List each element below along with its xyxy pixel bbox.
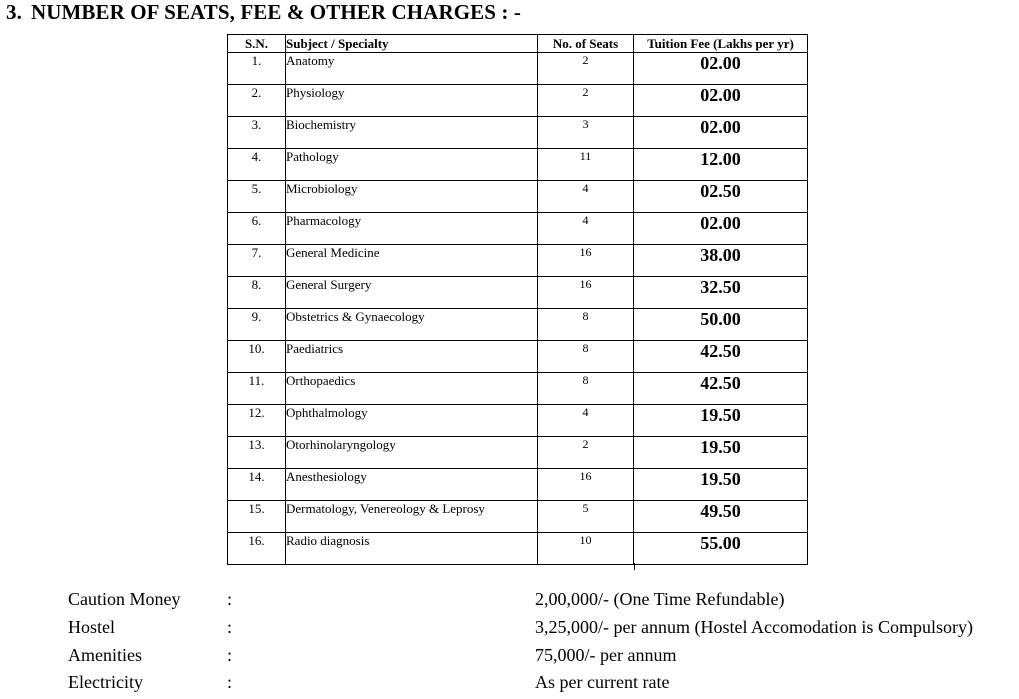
cell-subject: General Surgery	[286, 277, 538, 309]
charge-value: 75,000/- per annum	[535, 645, 677, 665]
charge-value: 2,00,000/- (One Time Refundable)	[535, 589, 785, 609]
cell-seats: 2	[538, 437, 634, 469]
cell-seats: 4	[538, 405, 634, 437]
cell-subject: Orthopaedics	[286, 373, 538, 405]
charge-colon: :	[227, 589, 233, 609]
charge-value: As per current rate	[535, 672, 670, 692]
cell-sn: 8.	[228, 277, 286, 309]
cell-sn: 12.	[228, 405, 286, 437]
charge-label: Amenities	[68, 645, 142, 665]
cell-fee: 32.50	[634, 277, 808, 309]
cell-seats: 8	[538, 309, 634, 341]
charge-colon: :	[227, 672, 233, 692]
cell-subject: Biochemistry	[286, 117, 538, 149]
cell-seats: 4	[538, 181, 634, 213]
cell-seats: 8	[538, 373, 634, 405]
charge-label: Caution Money	[68, 589, 181, 609]
charge-colon: :	[227, 645, 233, 665]
cell-fee: 42.50	[634, 341, 808, 373]
cell-sn: 5.	[228, 181, 286, 213]
cell-subject: Ophthalmology	[286, 405, 538, 437]
cell-fee: 02.00	[634, 53, 808, 85]
table-header-row	[228, 35, 808, 53]
cell-fee: 02.00	[634, 85, 808, 117]
cell-subject: Radio diagnosis	[286, 533, 538, 565]
header-sn: S.N.	[228, 35, 286, 53]
cell-sn: 11.	[228, 373, 286, 405]
cell-fee: 19.50	[634, 437, 808, 469]
cell-subject: Obstetrics & Gynaecology	[286, 309, 538, 341]
cell-sn: 3.	[228, 117, 286, 149]
cell-subject: Otorhinolaryngology	[286, 437, 538, 469]
cell-fee: 12.00	[634, 149, 808, 181]
table-row	[228, 277, 808, 309]
charge-label: Hostel	[68, 617, 115, 637]
table-row	[228, 53, 808, 85]
charge-label: Electricity	[68, 672, 143, 692]
table-row	[228, 149, 808, 181]
cell-fee: 02.50	[634, 181, 808, 213]
table-row	[228, 405, 808, 437]
table-row	[228, 373, 808, 405]
table-row	[228, 341, 808, 373]
cell-seats: 16	[538, 245, 634, 277]
charge-value: 3,25,000/- per annum (Hostel Accomodation is Compulsory)	[535, 617, 973, 637]
cell-sn: 14.	[228, 469, 286, 501]
cell-fee: 38.00	[634, 245, 808, 277]
cell-sn: 16.	[228, 533, 286, 565]
cell-sn: 9.	[228, 309, 286, 341]
cell-fee: 49.50	[634, 501, 808, 533]
charge-colon: :	[227, 617, 233, 637]
table-row	[228, 309, 808, 341]
table-row	[228, 245, 808, 277]
cell-seats: 2	[538, 53, 634, 85]
table-row	[228, 437, 808, 469]
table-row	[228, 213, 808, 245]
cell-subject: Microbiology	[286, 181, 538, 213]
section-number: 3.	[6, 0, 22, 24]
cell-subject: General Medicine	[286, 245, 538, 277]
cell-seats: 3	[538, 117, 634, 149]
cell-seats: 2	[538, 85, 634, 117]
cell-subject: Paediatrics	[286, 341, 538, 373]
cell-sn: 13.	[228, 437, 286, 469]
cell-fee: 55.00	[634, 533, 808, 565]
cell-fee: 02.00	[634, 213, 808, 245]
header-subject: Subject / Specialty	[286, 35, 538, 53]
cell-fee: 02.00	[634, 117, 808, 149]
table-row	[228, 117, 808, 149]
table-row	[228, 181, 808, 213]
section-heading	[6, 0, 521, 25]
cell-sn: 15.	[228, 501, 286, 533]
table-row	[228, 533, 808, 565]
cell-subject: Anatomy	[286, 53, 538, 85]
cell-fee: 42.50	[634, 373, 808, 405]
cell-subject: Physiology	[286, 85, 538, 117]
charge-row	[0, 669, 1019, 697]
other-charges	[0, 586, 1019, 699]
cell-sn: 2.	[228, 85, 286, 117]
cell-subject: Dermatology, Venereology & Leprosy	[286, 501, 538, 533]
cell-fee: 50.00	[634, 309, 808, 341]
cell-sn: 10.	[228, 341, 286, 373]
table-row	[228, 501, 808, 533]
cell-subject: Pathology	[286, 149, 538, 181]
cell-seats: 16	[538, 469, 634, 501]
cell-subject: Pharmacology	[286, 213, 538, 245]
seats-fee-table	[227, 34, 808, 565]
cell-fee: 19.50	[634, 405, 808, 437]
cell-subject: Anesthesiology	[286, 469, 538, 501]
cell-seats: 10	[538, 533, 634, 565]
header-seats: No. of Seats	[538, 35, 634, 53]
section-title: NUMBER OF SEATS, FEE & OTHER CHARGES : -	[30, 0, 521, 24]
cell-seats: 8	[538, 341, 634, 373]
charge-row	[0, 614, 1019, 642]
cell-sn: 1.	[228, 53, 286, 85]
cell-seats: 16	[538, 277, 634, 309]
charge-row	[0, 586, 1019, 614]
table-row	[228, 85, 808, 117]
cell-sn: 4.	[228, 149, 286, 181]
cell-seats: 4	[538, 213, 634, 245]
table-body	[228, 53, 808, 565]
cell-seats: 5	[538, 501, 634, 533]
charge-row	[0, 642, 1019, 670]
cell-fee: 19.50	[634, 469, 808, 501]
cell-seats: 11	[538, 149, 634, 181]
cell-sn: 6.	[228, 213, 286, 245]
table-divider-tick	[634, 563, 635, 570]
table-row	[228, 469, 808, 501]
cell-sn: 7.	[228, 245, 286, 277]
header-fee: Tuition Fee (Lakhs per yr)	[634, 35, 808, 53]
